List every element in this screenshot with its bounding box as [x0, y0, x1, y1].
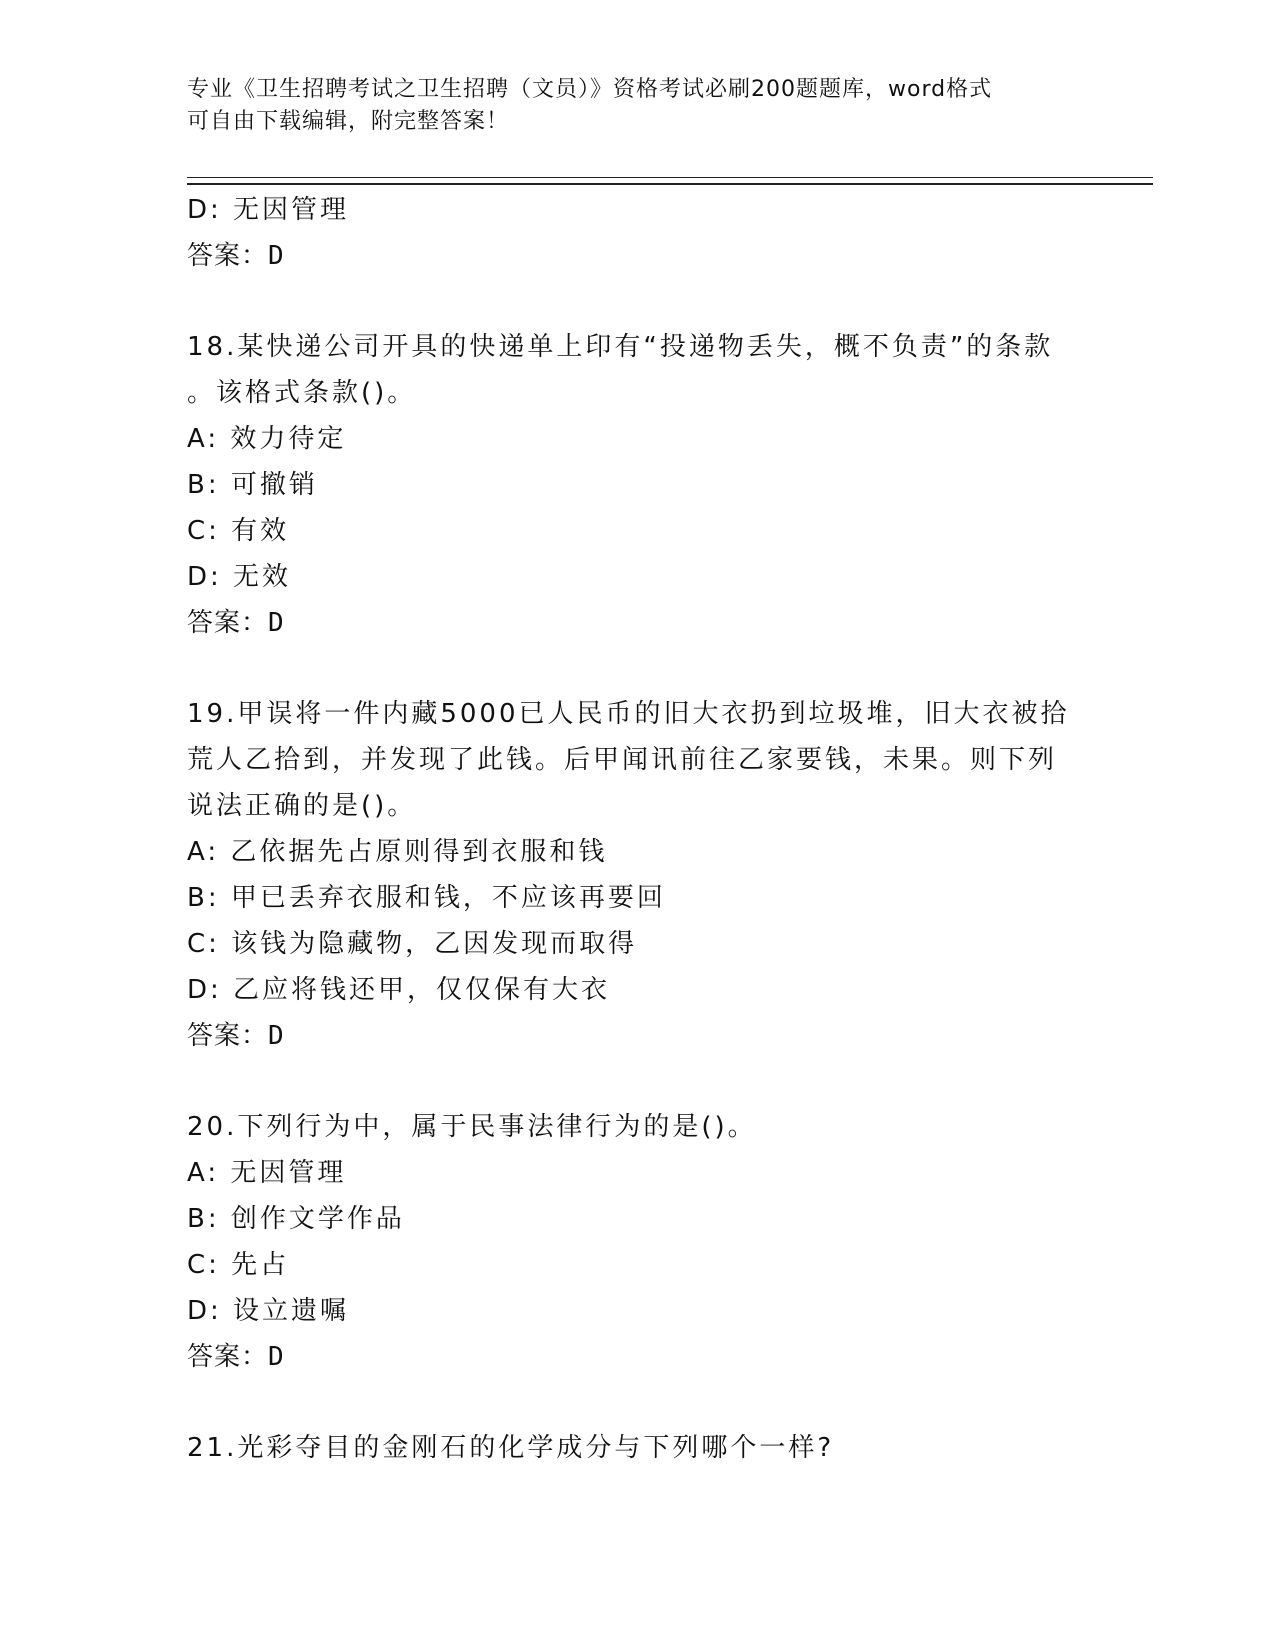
question-21	[187, 1425, 1087, 1471]
option-b: B: 创作文学作品	[187, 1204, 405, 1234]
answer	[187, 600, 1087, 646]
answer-label: 答案：	[187, 1342, 269, 1372]
option-a: A: 乙依据先占原则得到衣服和钱	[187, 837, 608, 867]
option-c: C: 该钱为隐藏物，乙因发现而取得	[187, 929, 638, 959]
option-d: D: 无效	[187, 562, 292, 592]
spacer	[187, 646, 1087, 691]
option-c: C: 有效	[187, 516, 290, 546]
option-b: B: 可撤销	[187, 470, 318, 500]
option-d: D: 乙应将钱还甲，仅仅保有大衣	[187, 975, 611, 1005]
header-line-1: 专业《卫生招聘考试之卫生招聘（文员）》资格考试必刷200题题库，word格式	[187, 77, 993, 102]
prev-answer	[187, 233, 1087, 279]
answer	[187, 1334, 1087, 1380]
question-text-line: 20.下列行为中，属于民事法律行为的是()。	[187, 1112, 757, 1142]
option-c: C: 先占	[187, 1250, 290, 1280]
question-text-line: 荒人乙拾到，并发现了此钱。后甲闻讯前往乙家要钱，未果。则下列	[187, 745, 1058, 775]
spacer	[187, 1059, 1087, 1104]
answer	[187, 1013, 1087, 1059]
question-text-line: 19.甲误将一件内藏5000已人民币的旧大衣扔到垃圾堆，旧大衣被拾	[187, 699, 1070, 729]
question-18	[187, 324, 1087, 646]
question-20	[187, 1104, 1087, 1380]
option-b: B: 甲已丢弃衣服和钱，不应该再要回	[187, 883, 666, 913]
header-line-2: 可自由下载编辑，附完整答案！	[187, 109, 510, 134]
option-a: A: 效力待定	[187, 424, 347, 454]
answer-value: D	[268, 1021, 287, 1051]
answer-value: D	[268, 1342, 287, 1372]
header-divider-thin	[187, 177, 1153, 178]
spacer	[187, 1380, 1087, 1425]
question-text-line: 说法正确的是()。	[187, 791, 417, 821]
spacer	[187, 279, 1087, 324]
answer-label: 答案：	[187, 1021, 269, 1051]
document-header	[187, 74, 1087, 138]
answer-value: D	[268, 241, 287, 271]
answer-label: 答案：	[187, 608, 269, 638]
question-19	[187, 691, 1087, 1059]
answer-label: 答案：	[187, 241, 269, 271]
question-text-line: 。该格式条款()。	[187, 378, 417, 408]
option-a: A: 无因管理	[187, 1158, 347, 1188]
answer-value: D	[268, 608, 287, 638]
option-d: D: 设立遗嘱	[187, 1296, 350, 1326]
question-text-line: 18.某快递公司开具的快递单上印有“投递物丢失，概不负责”的条款	[187, 332, 1054, 362]
header-divider-thick	[187, 183, 1153, 185]
prev-option-d: D: 无因管理	[187, 195, 350, 225]
document-body	[187, 187, 1087, 1471]
question-text-line: 21.光彩夺目的金刚石的化学成分与下列哪个一样?	[187, 1433, 835, 1463]
